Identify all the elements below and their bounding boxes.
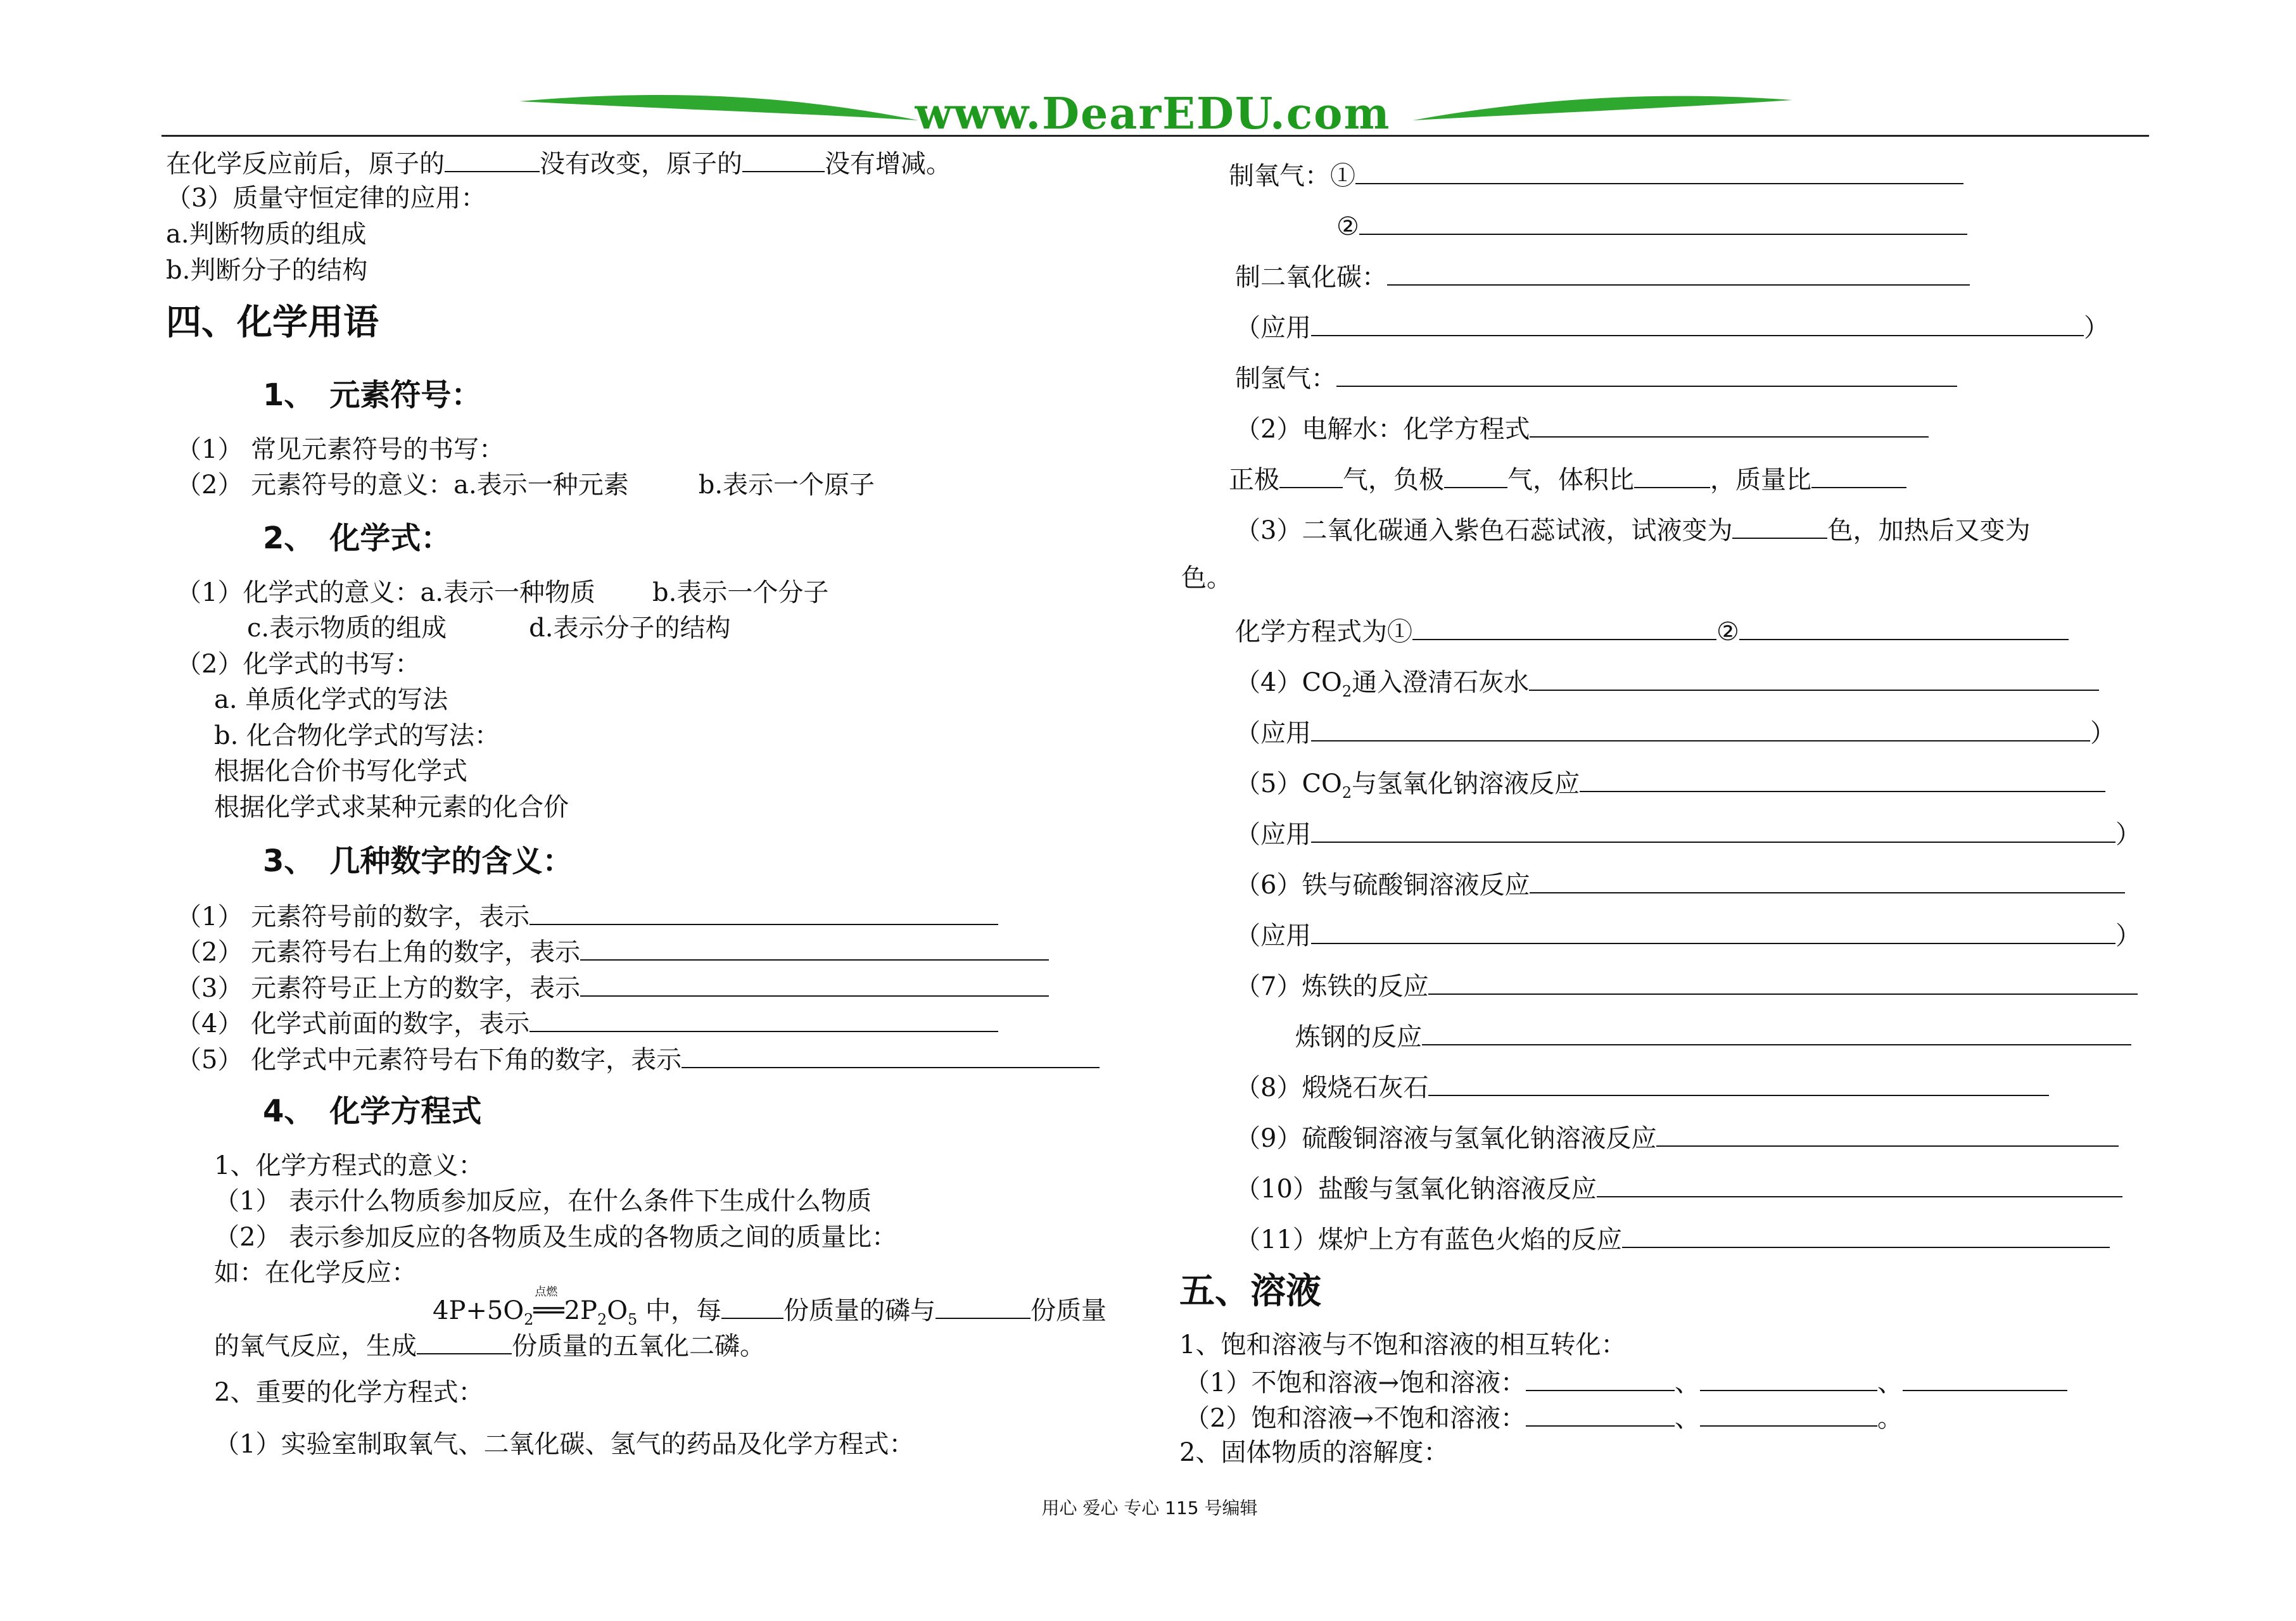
- text-line: （3）二氧化碳通入紫色石蕊试液，试液变为 色，加热后又变为: [1235, 516, 2031, 545]
- text-line: （应用 ）: [1235, 820, 2141, 849]
- text-line: 化学方程式为① ②: [1235, 617, 2069, 645]
- text-line: 制氢气：: [1235, 364, 1957, 391]
- blank-field[interactable]: [580, 974, 1049, 997]
- blank-field[interactable]: [1903, 1368, 2067, 1391]
- equation-line: $4P+5O_2$ 点燃 $══2P_2O_5$ 中，每 份质量的磷与 份质量: [433, 1285, 1107, 1328]
- blank-field[interactable]: [721, 1296, 783, 1319]
- blank-field[interactable]: [1622, 1225, 2110, 1248]
- subsection-heading: 1、 元素符号：: [263, 377, 482, 413]
- text-line: （8）煅烧石灰石: [1235, 1073, 2049, 1101]
- text-line: $(5)CO_2$与氢氧化钠溶液反应: [1235, 769, 2105, 800]
- blank-field[interactable]: [1811, 465, 1906, 488]
- blank-field[interactable]: [936, 1296, 1031, 1319]
- blank-field[interactable]: [1530, 871, 2125, 893]
- blank-field[interactable]: [1428, 972, 2138, 995]
- text-line: （7）炼铁的反应: [1235, 972, 2138, 999]
- text-line: （2）化学式的书写：: [176, 650, 421, 679]
- text-line: （1） 元素符号前的数字，表示: [176, 902, 998, 930]
- text-line: 根据化合价书写化学式: [214, 757, 467, 786]
- text-line: （2）电解水：化学方程式: [1235, 415, 1929, 442]
- blank-field[interactable]: [1336, 364, 1957, 387]
- text-line: a. 单质化学式的写法: [214, 685, 448, 714]
- subsection-heading: 2、 化学式：: [263, 520, 452, 556]
- blank-field[interactable]: [1412, 617, 1716, 640]
- text-line: 炼钢的反应: [1295, 1023, 2131, 1050]
- blank-field[interactable]: [1444, 465, 1507, 488]
- conservation-line: 在化学反应前后，原子的 没有改变，原子的 没有增减。: [166, 149, 951, 179]
- blank-field[interactable]: [1700, 1404, 1877, 1427]
- blank-field[interactable]: [1311, 313, 2084, 336]
- blank-field[interactable]: [1530, 415, 1929, 438]
- text-line: （应用 ）: [1235, 719, 2115, 748]
- blank-field[interactable]: [1634, 465, 1710, 488]
- blank-field[interactable]: [1311, 719, 2090, 741]
- blank-field[interactable]: [1422, 1023, 2131, 1045]
- blank-field[interactable]: [1529, 668, 2099, 691]
- text-line: b. 化合物化学式的写法：: [214, 721, 500, 750]
- subsection-heading: 3、 几种数字的含义：: [263, 843, 573, 879]
- text-line: 正极 气，负极 气，体积比 ，质量比: [1229, 465, 1906, 493]
- blank-field[interactable]: [1580, 769, 2105, 792]
- text-line: （2） 表示参加反应的各物质及生成的各物质之间的质量比：: [214, 1223, 897, 1252]
- blank-field[interactable]: [530, 902, 998, 925]
- page-header: [0, 0, 2296, 152]
- text-line: 1、化学方程式的意义：: [214, 1151, 484, 1180]
- blank-field[interactable]: [1311, 820, 2115, 843]
- section-heading: 五、溶液: [1179, 1271, 1321, 1312]
- blank-field[interactable]: [1597, 1175, 2122, 1197]
- text-line: c.表示物质的组成 d.表示分子的结构: [247, 614, 731, 643]
- text-line: （11）煤炉上方有蓝色火焰的反应: [1235, 1225, 2110, 1252]
- text-line: 2、重要的化学方程式：: [214, 1378, 484, 1407]
- blank-field[interactable]: [530, 1009, 998, 1032]
- text-line: （1）不饱和溶液→饱和溶液： 、 、: [1184, 1368, 2067, 1396]
- text-line: a.判断物质的组成: [166, 220, 367, 249]
- text-line: （2）饱和溶液→不饱和溶液： 、 。: [1184, 1404, 1903, 1433]
- blank-field[interactable]: [1359, 212, 1967, 235]
- blank-field[interactable]: [1732, 516, 1827, 539]
- text-line: （1）实验室制取氧气、二氧化碳、氢气的药品及化学方程式：: [214, 1430, 915, 1459]
- text-line: 如：在化学反应：: [214, 1258, 417, 1287]
- text-line: （3）质量守恒定律的应用：: [166, 184, 486, 213]
- text-line: （1）化学式的意义：a.表示一种物质 b.表示一个分子: [176, 578, 829, 607]
- text-line: （应用 ）: [1235, 313, 2109, 343]
- blank-field[interactable]: [1700, 1368, 1877, 1391]
- blank-field[interactable]: [682, 1045, 1100, 1068]
- text-line: 制氧气：①: [1229, 161, 1963, 189]
- text-line: （2） 元素符号右上角的数字，表示: [176, 938, 1049, 965]
- subsection-heading: 4、 化学方程式: [263, 1094, 482, 1129]
- text-line: 制二氧化碳：: [1235, 263, 1970, 290]
- text-line: （9）硫酸铜溶液与氢氧化钠溶液反应: [1235, 1124, 2119, 1151]
- text-line: （4） 化学式前面的数字，表示: [176, 1009, 998, 1037]
- text-line: （2） 元素符号的意义：a.表示一种元素 b.表示一个原子: [176, 470, 875, 500]
- text-line: 1、饱和溶液与不饱和溶液的相互转化：: [1179, 1330, 1627, 1359]
- blank-field[interactable]: [1428, 1073, 2049, 1096]
- blank-field[interactable]: [1311, 921, 2115, 944]
- blank-field[interactable]: [417, 1332, 512, 1354]
- header-rule: [162, 135, 2149, 137]
- section-heading: 四、化学用语: [166, 302, 379, 343]
- text-line: （6）铁与硫酸铜溶液反应: [1235, 871, 2125, 898]
- text-line: （应用 ）: [1235, 921, 2141, 950]
- blank-field[interactable]: [1739, 617, 2069, 640]
- page-footer: 用心 爱心 专心 115 号编辑: [1041, 1498, 1258, 1518]
- site-logo: www.DearEDU.com: [915, 89, 1391, 139]
- text-line: （10）盐酸与氢氧化钠溶液反应: [1235, 1175, 2122, 1202]
- text-line: 色。: [1181, 564, 1232, 593]
- text-line: ②: [1336, 212, 1967, 239]
- blank-field[interactable]: [1526, 1368, 1675, 1391]
- text-line: 根据化学式求某种元素的化合价: [214, 793, 569, 822]
- text-line: b.判断分子的结构: [166, 256, 368, 285]
- blank-field[interactable]: [1387, 263, 1970, 286]
- text-line: 2、固体物质的溶解度：: [1179, 1438, 1449, 1467]
- blank-field[interactable]: [1656, 1124, 2119, 1147]
- text-line: （3） 元素符号正上方的数字，表示: [176, 974, 1049, 1001]
- blank-field[interactable]: [1526, 1404, 1675, 1427]
- blank-field[interactable]: [1279, 465, 1343, 488]
- blank-field[interactable]: [580, 938, 1049, 961]
- text-line: （1） 常见元素符号的书写：: [176, 435, 505, 464]
- blank-field[interactable]: [742, 149, 825, 172]
- blank-field[interactable]: [445, 149, 540, 172]
- text-line: $(4)CO_2$通入澄清石灰水: [1235, 668, 2099, 699]
- blank-field[interactable]: [1355, 161, 1963, 184]
- text-line: （1） 表示什么物质参加反应，在什么条件下生成什么物质: [214, 1187, 872, 1216]
- text-line: （5） 化学式中元素符号右下角的数字，表示: [176, 1045, 1100, 1073]
- text-line: 的氧气反应，生成 份质量的五氧化二磷。: [214, 1332, 765, 1361]
